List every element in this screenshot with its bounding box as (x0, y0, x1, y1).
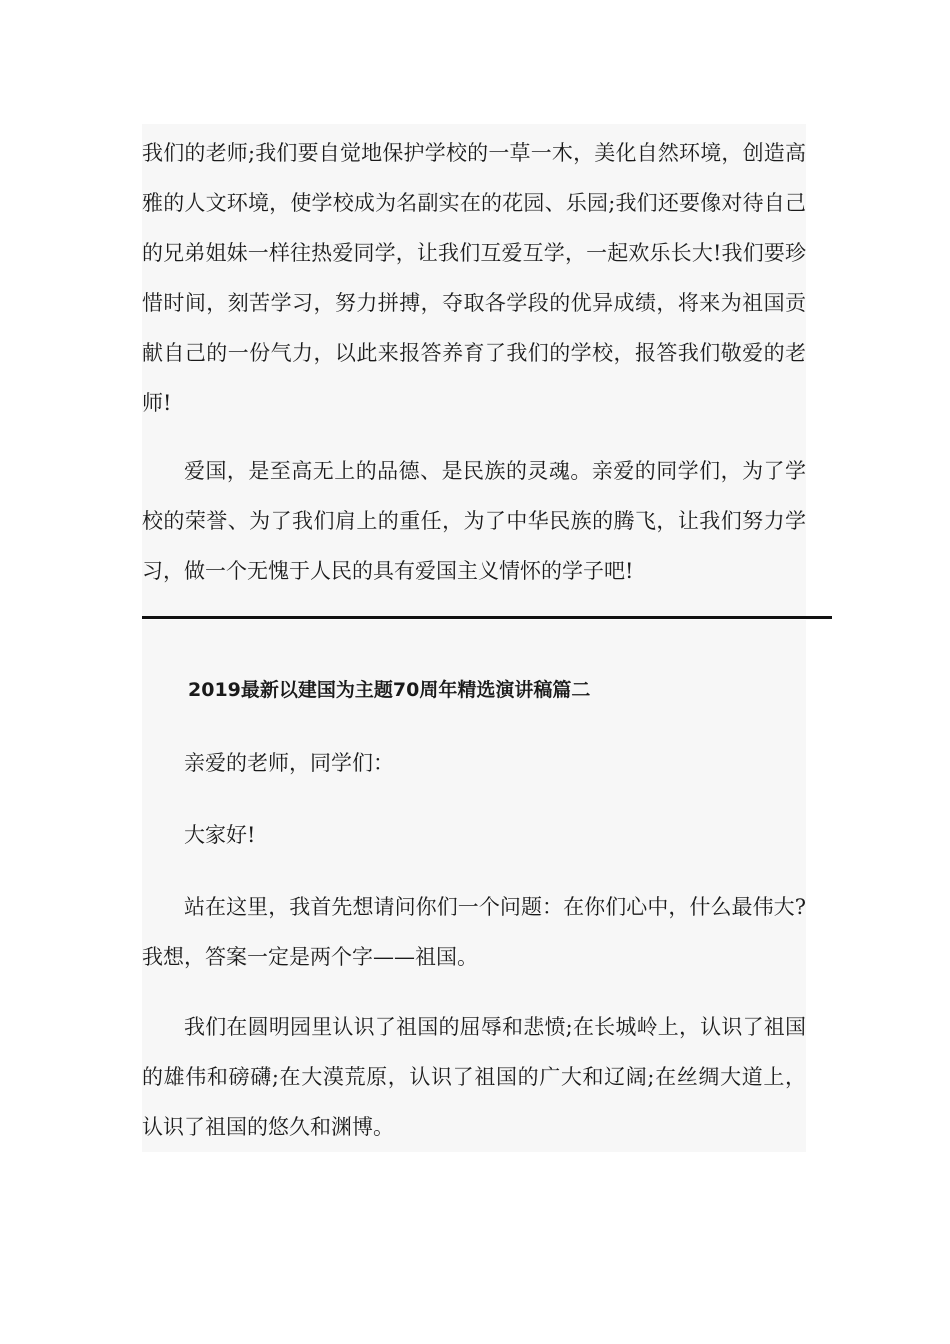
section-divider (142, 616, 832, 619)
bottom-text-block (142, 620, 806, 1152)
paragraph-recognition: 我们在圆明园里认识了祖国的屈辱和悲愤;在长城岭上，认识了祖国的雄伟和磅礴;在大漠荒原，认识了祖国的广大和辽阔;在丝绸大道上，认识了祖国的悠久和渊博。 (142, 1015, 806, 1139)
section-heading: 2019最新以建国为主题70周年精选演讲稿篇二 (188, 679, 591, 701)
paragraph-patriotism: 爱国，是至高无上的品德、是民族的灵魂。亲爱的同学们，为了学校的荣誉、为了我们肩上的重任，为了中华民族的腾飞，让我们努力学习，做一个无愧于人民的具有爱国主义情怀的学子吧! (142, 459, 806, 583)
paragraph-continuation: 我们的老师;我们要自觉地保护学校的一草一木，美化自然环境，创造高雅的人文环境，使学校成为名副实在的花园、乐园;我们还要像对待自己的兄弟姐妹一样往热爱同学，让我们互爱互学，一起欢乐长大!我们要珍惜时间，刻苦学习，努力拼搏，夺取各学段的优异成绩，将来为祖国贡献自己的一份气力，以此来报答养育了我们的学校，报答我们敬爱的老师! (142, 141, 806, 415)
paragraph-hello: 大家好! (184, 823, 256, 847)
paragraph-question: 站在这里，我首先想请问你们一个问题：在你们心中，什么最伟大?我想，答案一定是两个字——祖国。 (142, 895, 806, 969)
top-text-block (142, 124, 806, 618)
paragraph-greeting: 亲爱的老师，同学们： (184, 751, 394, 775)
